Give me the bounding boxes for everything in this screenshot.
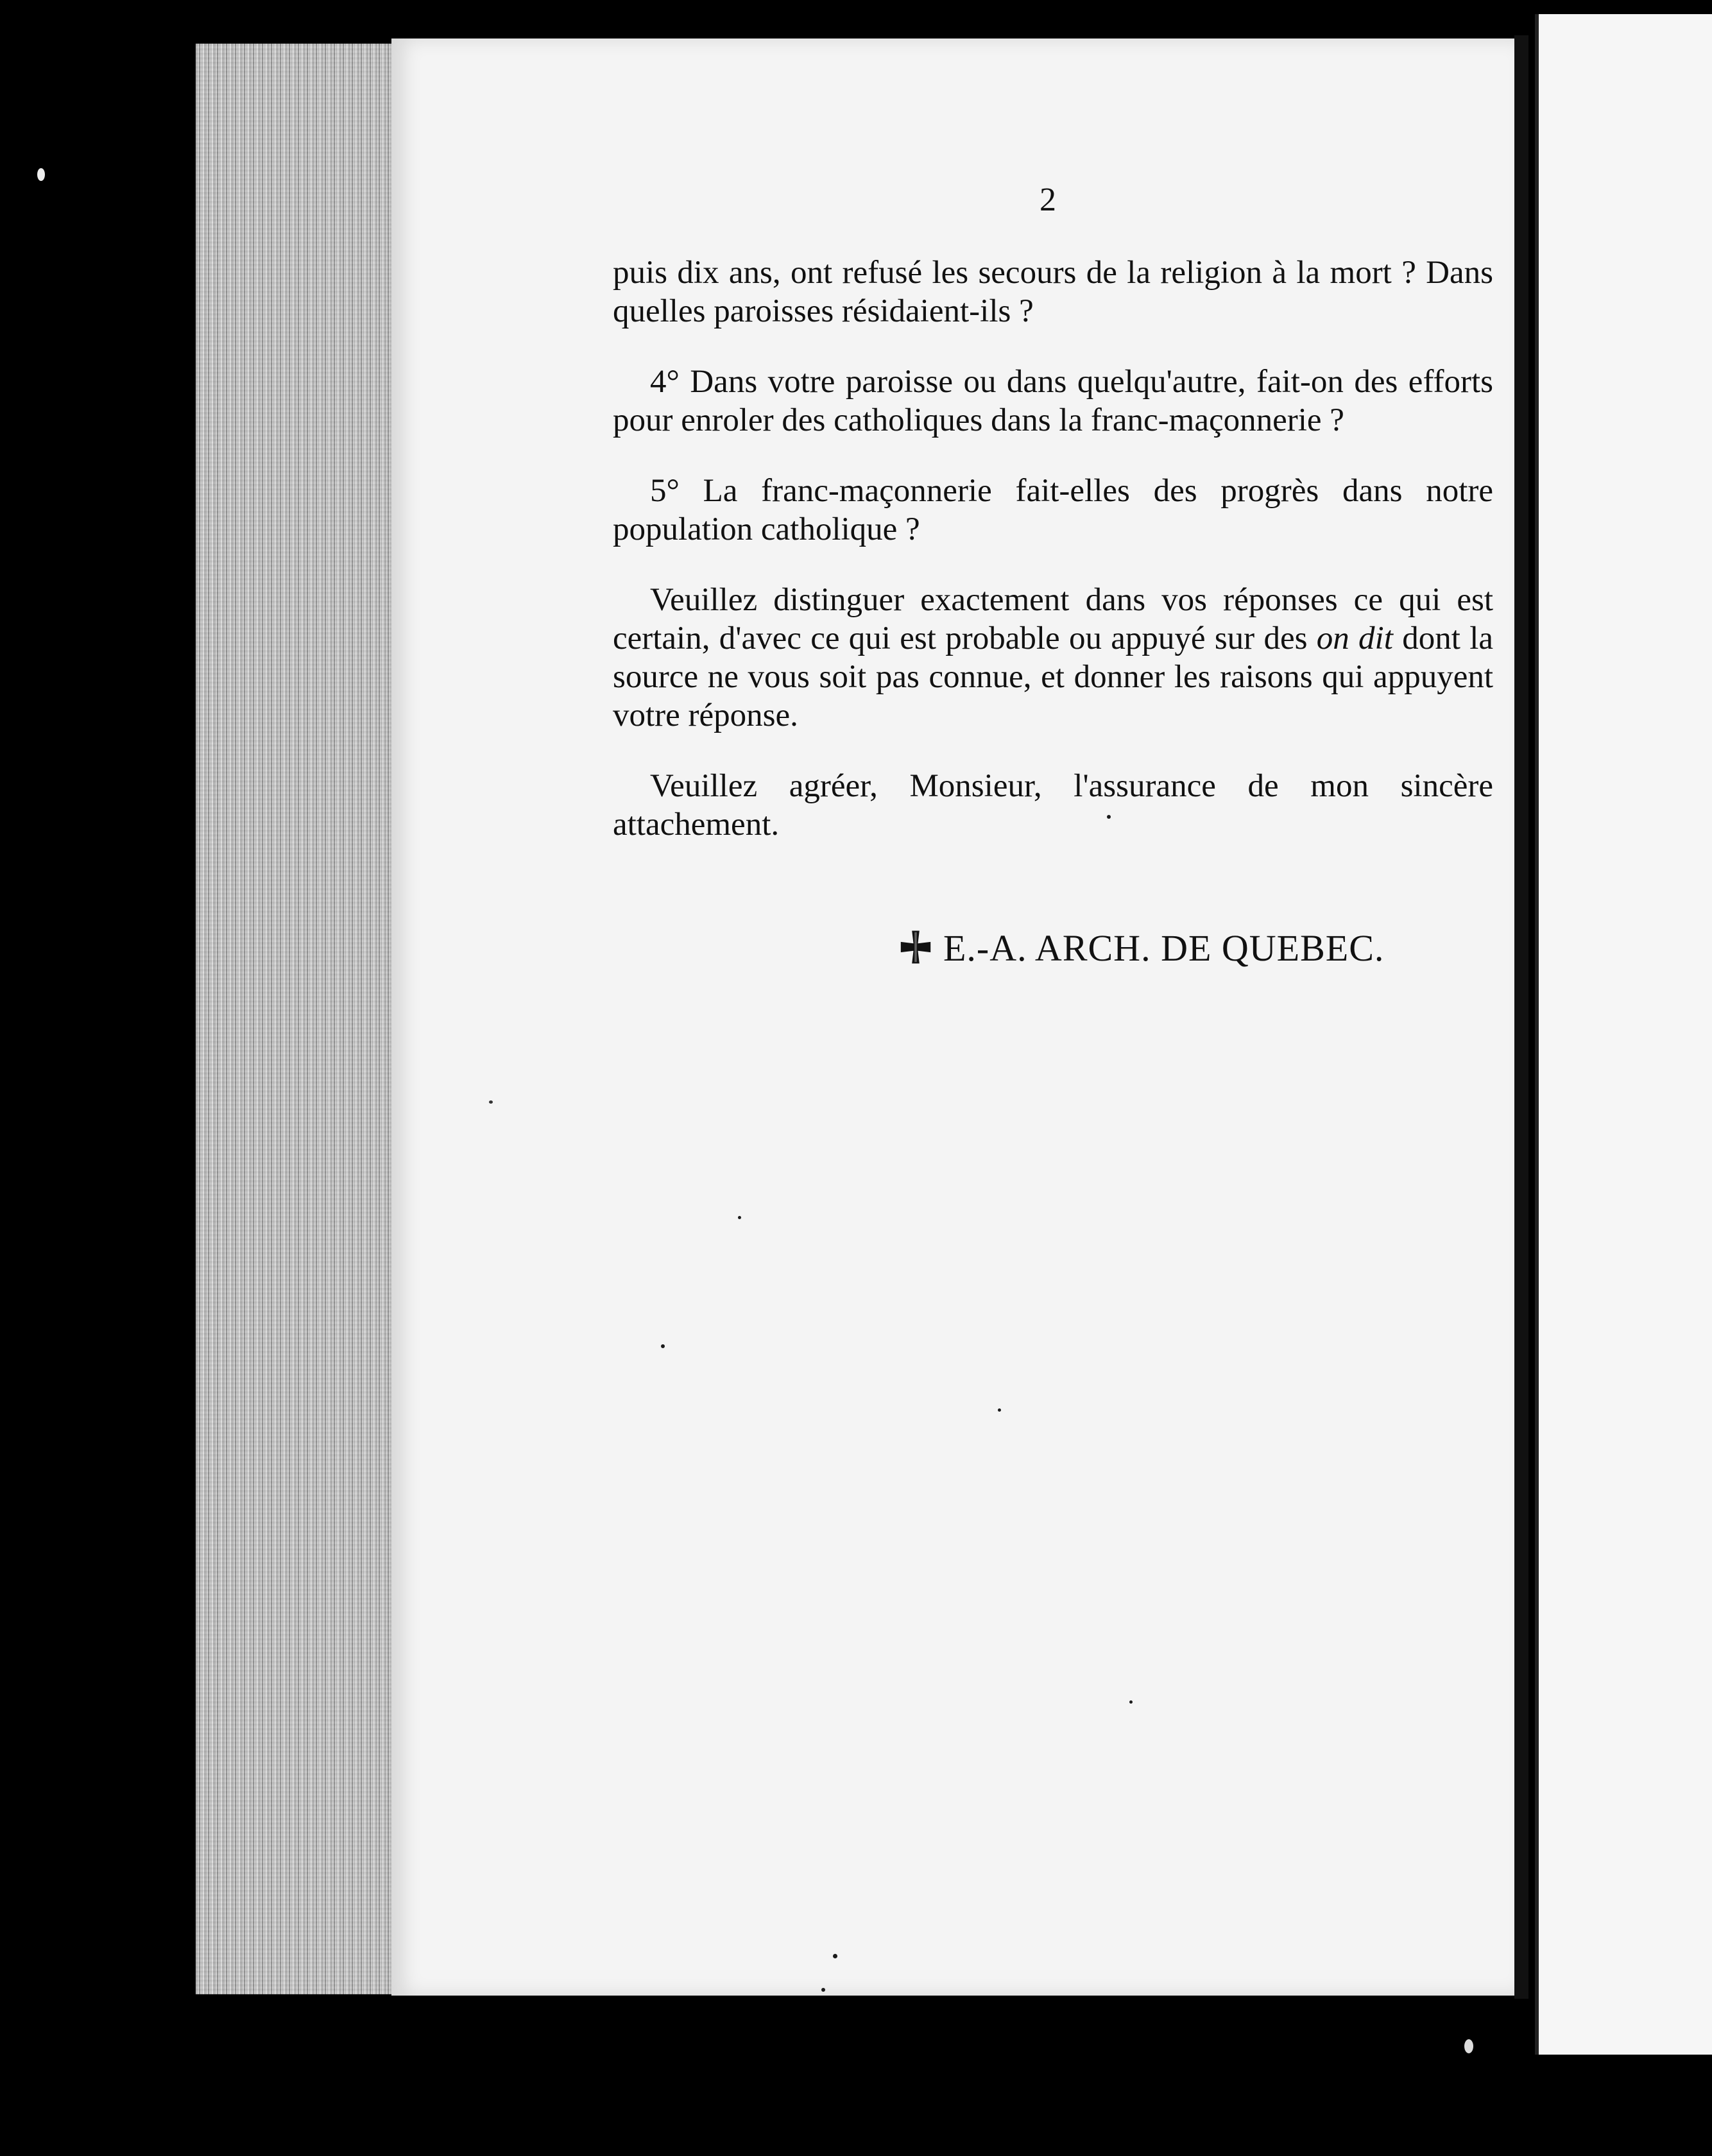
paragraph-5: Veuillez agréer, Monsieur, l'assurance de mon sincère attachement.	[613, 768, 1493, 843]
scan-speck	[738, 1216, 741, 1219]
scan-speck	[489, 1100, 493, 1104]
paragraph-4	[613, 581, 1493, 735]
paragraph-3: 5° La franc-maçonnerie fait-elles des progrès dans notre population catholique ?	[613, 473, 1493, 547]
cross-pattee-icon	[897, 928, 934, 966]
scan-speck	[37, 168, 45, 181]
paragraph-2: 4° Dans votre paroisse ou dans quelqu'autre, fait-on des efforts pour enroler des catholiques dans la franc-maçonnerie ?	[613, 364, 1493, 438]
scan-speck	[661, 1344, 665, 1348]
signature	[897, 926, 1384, 971]
scan-speck	[998, 1408, 1001, 1412]
scan-speck	[1129, 1700, 1133, 1704]
page-gutter	[1514, 35, 1528, 1999]
paragraph-4-text-before: Veuillez distinguer exactement dans vos réponses ce qui est certain, d'avec ce qui est probable ou appuyé sur des	[613, 582, 1493, 656]
paragraph-1: puis dix ans, ont refusé les secours de la religion à la mort ? Dans quelles paroisses résidaient-ils ?	[613, 255, 1493, 329]
scan-speck	[833, 1954, 837, 1958]
paragraph-4-italic: on dit	[1316, 620, 1393, 656]
signature-text: E.-A. ARCH. DE QUEBEC.	[943, 927, 1385, 969]
body-text	[613, 253, 1493, 876]
scan-speck	[821, 1988, 825, 1992]
scan-speck	[1107, 815, 1111, 819]
adjacent-page	[1535, 14, 1712, 2055]
scan-speck	[1464, 2039, 1473, 2053]
page-number: 2	[1040, 182, 1056, 218]
paragraph-4-text-after: dont la source ne vous soit pas connue, et donner les raisons qui appuyent votre réponse.	[613, 620, 1493, 733]
